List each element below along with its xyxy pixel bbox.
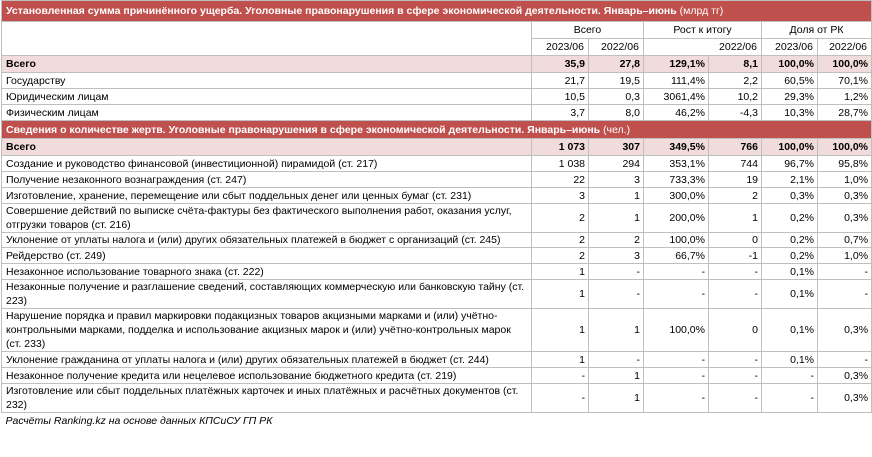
cell-value: 3: [589, 248, 644, 264]
damage-section-header: [2, 1, 872, 22]
cell-value: 66,7%: [644, 248, 709, 264]
cell-value: 8,1: [709, 56, 762, 73]
row-label: Уклонение от уплаты налога и (или) других обязательных платежей в бюджет с организаций (ст. 245): [2, 233, 532, 248]
cell-value: 1: [589, 204, 644, 233]
row-label: Незаконное использование товарного знака (ст. 222): [2, 264, 532, 280]
cell-value: 100,0%: [818, 139, 872, 156]
row-label: Государству: [2, 73, 532, 89]
cell-value: 0,1%: [762, 309, 818, 352]
table-row: [2, 248, 872, 264]
cell-value: 2: [532, 204, 589, 233]
cell-value: 353,1%: [644, 156, 709, 172]
table-row: [2, 280, 872, 309]
cell-value: 0,2%: [762, 204, 818, 233]
cell-value: 129,1%: [644, 56, 709, 73]
source-row: [2, 413, 872, 430]
table-row: [2, 233, 872, 248]
cell-value: 35,9: [532, 56, 589, 73]
cell-value: -: [818, 280, 872, 309]
cell-value: 1: [532, 352, 589, 368]
cell-value: 19,5: [589, 73, 644, 89]
col-year: 2023/06: [532, 39, 589, 56]
row-label: Всего: [2, 56, 532, 73]
cell-value: 0,1%: [762, 280, 818, 309]
table-row: [2, 188, 872, 204]
row-label: Уклонение гражданина от уплаты налога и (или) других обязательных платежей в бюджет (ст. 244): [2, 352, 532, 368]
cell-value: 0,3%: [818, 368, 872, 384]
cell-value: 1,2%: [818, 89, 872, 105]
cell-value: 2: [589, 233, 644, 248]
cell-value: -: [644, 368, 709, 384]
table-row: [2, 368, 872, 384]
damage-section-unit: (млрд тг): [679, 5, 724, 17]
cell-value: 2,1%: [762, 172, 818, 188]
row-label: Физическим лицам: [2, 105, 532, 121]
cell-value: 1 073: [532, 139, 589, 156]
cell-value: 0,3%: [818, 188, 872, 204]
cell-value: 1,0%: [818, 248, 872, 264]
cell-value: -: [644, 384, 709, 413]
cell-value: 111,4%: [644, 73, 709, 89]
cell-value: 0,2%: [762, 248, 818, 264]
cell-value: 0,2%: [762, 233, 818, 248]
damage-total-row: [2, 56, 872, 73]
cell-value: -: [589, 264, 644, 280]
cell-value: 0,3: [589, 89, 644, 105]
victims-total-row: [2, 139, 872, 156]
row-label: Всего: [2, 139, 532, 156]
cell-value: 294: [589, 156, 644, 172]
table-row: [2, 352, 872, 368]
cell-value: 100,0%: [818, 56, 872, 73]
cell-value: 1: [589, 309, 644, 352]
cell-value: 1: [589, 188, 644, 204]
cell-value: 100,0%: [762, 56, 818, 73]
cell-value: 2: [532, 233, 589, 248]
cell-value: 29,3%: [762, 89, 818, 105]
row-label: Создание и руководство финансовой (инвестиционной) пирамидой (ст. 217): [2, 156, 532, 172]
cell-value: 21,7: [532, 73, 589, 89]
cell-value: 1,0%: [818, 172, 872, 188]
cell-value: 0,3%: [818, 204, 872, 233]
cell-value: -: [818, 352, 872, 368]
cell-value: 307: [589, 139, 644, 156]
row-label: Незаконные получение и разглашение сведений, составляющих коммерческую или банковскую тайну (ст. 223): [2, 280, 532, 309]
table-row: [2, 105, 872, 121]
table-row: [2, 156, 872, 172]
cell-value: 28,7%: [818, 105, 872, 121]
damage-section-title: Установленная сумма причинённого ущерба. Уголовные правонарушения в сфере экономической деятельности. Январь–июнь: [6, 5, 677, 17]
cell-value: 3,7: [532, 105, 589, 121]
cell-value: -: [709, 264, 762, 280]
row-label: Рейдерство (ст. 249): [2, 248, 532, 264]
cell-value: 2: [709, 188, 762, 204]
cell-value: 1 038: [532, 156, 589, 172]
row-label: Нарушение порядка и правил маркировки подакцизных товаров акцизными марками и (или) учётно-контрольными марками, подделка и использование акцизных марок и (или) учётно-контрольных марок (ст. 233): [2, 309, 532, 352]
source-note: Расчёты Ranking.kz на основе данных КПСиСУ ГП РК: [5, 415, 273, 427]
col-year: 2022/06: [589, 39, 644, 56]
col-group-total: Всего: [532, 22, 644, 39]
cell-value: 0,3%: [818, 384, 872, 413]
cell-value: 100,0%: [644, 309, 709, 352]
table-row: [2, 309, 872, 352]
cell-value: 96,7%: [762, 156, 818, 172]
col-group-growth: Рост к итогу: [644, 22, 762, 39]
row-label: Юридическим лицам: [2, 89, 532, 105]
cell-value: 733,3%: [644, 172, 709, 188]
cell-value: 70,1%: [818, 73, 872, 89]
cell-value: -: [532, 384, 589, 413]
cell-value: 0: [709, 233, 762, 248]
row-label: Изготовление, хранение, перемещение или сбыт поддельных денег или ценных бумаг (ст. 231): [2, 188, 532, 204]
cell-value: -: [644, 352, 709, 368]
cell-value: 1: [532, 264, 589, 280]
row-label: Изготовление или сбыт поддельных платёжных карточек и иных платёжных и расчётных документов (ст. 232): [2, 384, 532, 413]
cell-value: 95,8%: [818, 156, 872, 172]
cell-value: -: [532, 368, 589, 384]
victims-section-header: [2, 121, 872, 139]
cell-value: 60,5%: [762, 73, 818, 89]
cell-value: 0,7%: [818, 233, 872, 248]
data-table: [1, 0, 872, 429]
cell-value: 100,0%: [644, 233, 709, 248]
cell-value: 10,5: [532, 89, 589, 105]
cell-value: 0,3%: [818, 309, 872, 352]
cell-value: 1: [532, 280, 589, 309]
cell-value: 1: [532, 309, 589, 352]
table-row: [2, 73, 872, 89]
cell-value: 1: [709, 204, 762, 233]
cell-value: 3: [532, 188, 589, 204]
row-label: Совершение действий по выписке счёта-фактуры без фактического выполнения работ, оказания услуг, отгрузки товаров (ст. 216): [2, 204, 532, 233]
cell-value: 300,0%: [644, 188, 709, 204]
col-year: 2022/06: [644, 39, 762, 56]
table-row: [2, 264, 872, 280]
col-group-share: Доля от РК: [762, 22, 872, 39]
column-group-header: [2, 22, 872, 39]
cell-value: -: [818, 264, 872, 280]
table-row: [2, 89, 872, 105]
cell-value: 766: [709, 139, 762, 156]
cell-value: 1: [589, 368, 644, 384]
cell-value: 46,2%: [644, 105, 709, 121]
victims-section-unit: (чел.): [603, 123, 631, 136]
row-label: Незаконное получение кредита или нецелевое использование бюджетного кредита (ст. 219): [2, 368, 532, 384]
row-label: Получение незаконного вознаграждения (ст. 247): [2, 172, 532, 188]
cell-value: -: [762, 368, 818, 384]
cell-value: -: [589, 352, 644, 368]
cell-value: 0,3%: [762, 188, 818, 204]
cell-value: 2,2: [709, 73, 762, 89]
victims-section-title: Сведения о количестве жертв. Уголовные правонарушения в сфере экономической деятельности. Январь–июнь: [6, 123, 601, 136]
table-row: [2, 172, 872, 188]
cell-value: -: [709, 280, 762, 309]
cell-value: 10,2: [709, 89, 762, 105]
cell-value: -: [644, 280, 709, 309]
cell-value: -: [709, 384, 762, 413]
cell-value: 100,0%: [762, 139, 818, 156]
cell-value: 3: [589, 172, 644, 188]
cell-value: 10,3%: [762, 105, 818, 121]
cell-value: -: [709, 352, 762, 368]
cell-value: -: [709, 368, 762, 384]
cell-value: 0: [709, 309, 762, 352]
cell-value: -4,3: [709, 105, 762, 121]
cell-value: -: [589, 280, 644, 309]
cell-value: 22: [532, 172, 589, 188]
cell-value: 8,0: [589, 105, 644, 121]
cell-value: 0,1%: [762, 352, 818, 368]
cell-value: 3061,4%: [644, 89, 709, 105]
cell-value: 349,5%: [644, 139, 709, 156]
cell-value: 744: [709, 156, 762, 172]
cell-value: -1: [709, 248, 762, 264]
cell-value: 27,8: [589, 56, 644, 73]
cell-value: -: [762, 384, 818, 413]
cell-value: 1: [589, 384, 644, 413]
cell-value: 0,1%: [762, 264, 818, 280]
table-row: [2, 384, 872, 413]
cell-value: 2: [532, 248, 589, 264]
cell-value: 19: [709, 172, 762, 188]
table-row: [2, 204, 872, 233]
cell-value: -: [644, 264, 709, 280]
col-year: 2022/06: [818, 39, 872, 56]
col-year: 2023/06: [762, 39, 818, 56]
cell-value: 200,0%: [644, 204, 709, 233]
